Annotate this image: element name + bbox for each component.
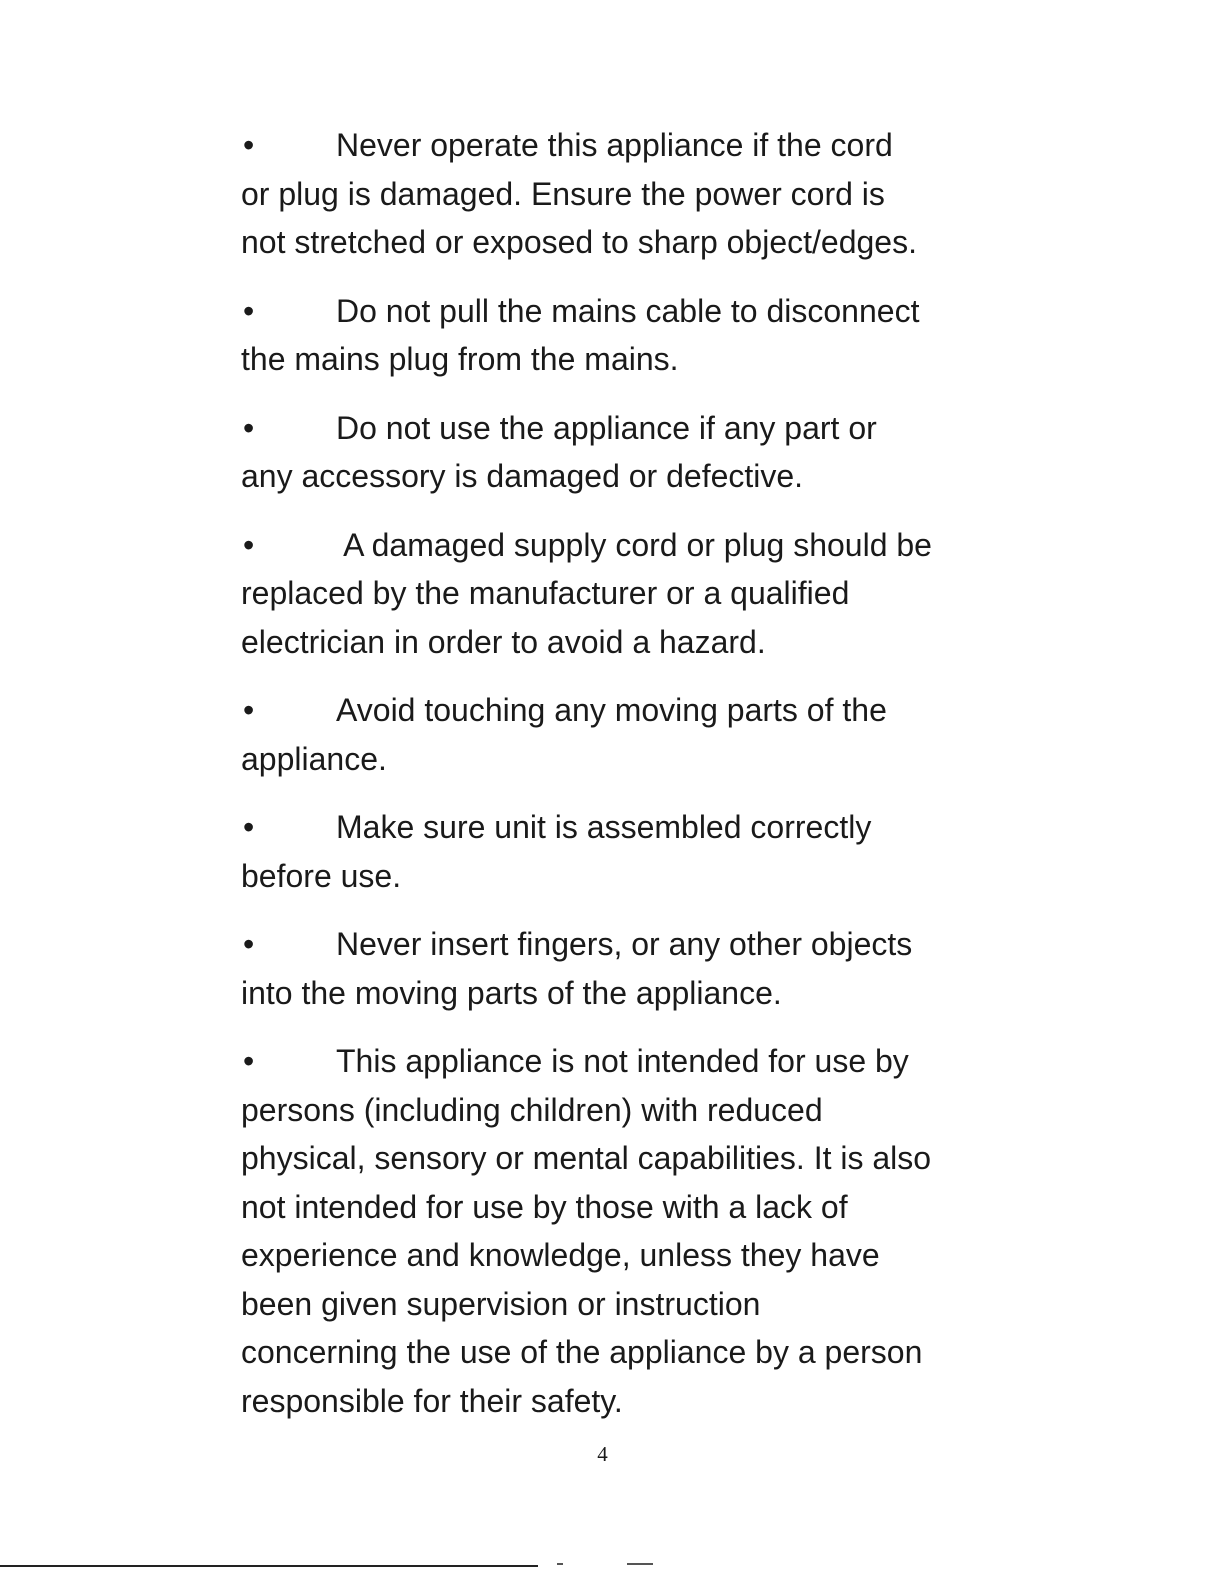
bullet-icon: • — [243, 127, 255, 163]
bullet-item-line — [241, 1037, 981, 1086]
bullet-item-line — [241, 1231, 981, 1280]
bullet-item-text: been given supervision or instruction — [241, 1285, 761, 1322]
bullet-item-text: experience and knowledge, unless they have — [241, 1237, 880, 1273]
bullet-item-text: replaced by the manufacturer or a qualified — [241, 575, 850, 611]
bullet-item-text: This appliance is not intended for use by — [336, 1043, 909, 1079]
bullet-item-text: physical, sensory or mental capabilities. It is also — [241, 1140, 932, 1176]
bullet-item-line — [241, 1183, 981, 1232]
footer-rule — [0, 1565, 538, 1567]
bullet-item-line — [241, 920, 981, 969]
bullet-item-line — [241, 569, 981, 618]
bullet-item-line — [241, 969, 981, 1018]
bullet-icon: • — [243, 292, 255, 329]
bullet-item-line — [241, 803, 981, 852]
bullet-item — [241, 1037, 981, 1425]
bullet-item-text: or plug is damaged. Ensure the power cord is — [241, 175, 885, 212]
bullet-item — [241, 287, 981, 384]
bullet-item-text: any accessory is damaged or defective. — [241, 458, 804, 494]
bullet-item-text: into the moving parts of the appliance. — [241, 974, 782, 1011]
footer-marks — [555, 1561, 655, 1567]
bullet-icon: • — [243, 692, 255, 728]
bullet-item-text: Never operate this appliance if the cord — [336, 127, 893, 163]
bullet-item-text: A damaged supply cord or plug should be — [336, 526, 932, 563]
bullet-item-text: Avoid touching any moving parts of the — [336, 692, 887, 728]
bullet-item-text: concerning the use of the appliance by a person — [241, 1334, 923, 1370]
bullet-item-line — [241, 735, 981, 784]
bullet-item-line — [241, 404, 981, 453]
bullet-item-line — [241, 452, 981, 501]
bullet-item-line — [241, 335, 981, 384]
bullet-item-line — [241, 170, 981, 219]
bullet-item — [241, 121, 981, 267]
bullet-item-text: not stretched or exposed to sharp object/edges. — [241, 224, 917, 260]
bullet-item-line — [241, 1377, 981, 1426]
bullet-item-line — [241, 686, 981, 735]
bullet-item — [241, 803, 981, 900]
bullet-item-line — [241, 1134, 981, 1183]
bullet-item-text: not intended for use by those with a lack of — [241, 1188, 848, 1225]
bullet-item-line — [241, 1280, 981, 1329]
bullet-icon: • — [243, 809, 255, 845]
bullet-item — [241, 686, 981, 783]
bullet-item-text: the mains plug from the mains. — [241, 341, 679, 377]
safety-instructions-list — [241, 121, 981, 1445]
bullet-item-text: Do not pull the mains cable to disconnect — [336, 292, 920, 329]
bullet-icon: • — [243, 526, 255, 563]
bullet-item — [241, 920, 981, 1017]
bullet-item — [241, 404, 981, 501]
bullet-item-text: Never insert fingers, or any other objects — [336, 926, 913, 962]
bullet-icon: • — [243, 926, 255, 962]
bullet-item-line — [241, 852, 981, 901]
bullet-item-line — [241, 1328, 981, 1377]
bullet-item-text: Do not use the appliance if any part or — [336, 409, 877, 446]
bullet-item-line — [241, 521, 981, 570]
page-number: 4 — [597, 1442, 608, 1466]
bullet-item-text: before use. — [241, 857, 402, 894]
bullet-item-text: Make sure unit is assembled correctly — [336, 809, 872, 845]
bullet-item-line — [241, 287, 981, 336]
bullet-item — [241, 521, 981, 667]
bullet-item-line — [241, 1086, 981, 1135]
bullet-icon: • — [243, 409, 255, 446]
bullet-item-line — [241, 618, 981, 667]
bullet-item-text: responsible for their safety. — [241, 1382, 623, 1419]
bullet-item-text: electrician in order to avoid a hazard. — [241, 623, 766, 660]
bullet-item-text: persons (including children) with reduced — [241, 1091, 823, 1128]
bullet-item-line — [241, 218, 981, 267]
bullet-item-text: appliance. — [241, 740, 387, 777]
bullet-item-line — [241, 121, 981, 170]
bullet-icon: • — [243, 1043, 255, 1079]
